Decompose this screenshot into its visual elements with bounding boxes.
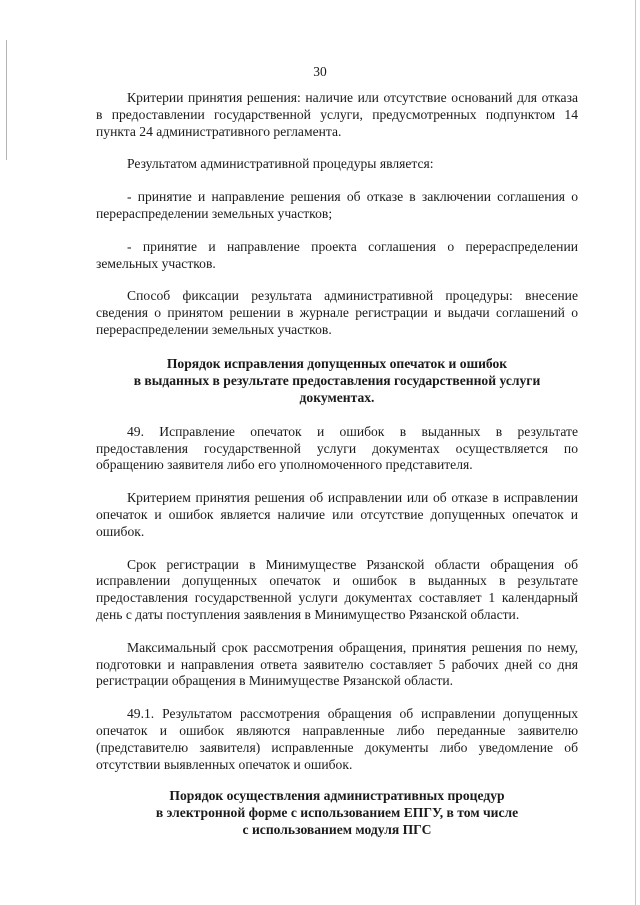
heading-line: Порядок исправления допущенных опечаток и ошибок (166, 355, 508, 371)
paragraph-registration-term: Срок регистрации в Минимуществе Рязанской области обращения об исправлении допущенных опечаток и ошибок в выданных в результате предоставления государственной услуги документах составляет 1 календарный день с даты поступления заявления в Минимущество Рязанской области. (96, 556, 578, 622)
paragraph-fixation-method: Способ фиксации результата административной процедуры: внесение сведения о принятом решении в журнале регистрации и выдачи соглашений о перераспределении земельных участков. (96, 288, 578, 337)
paragraph-result-intro: Результатом административной процедуры является: (127, 156, 434, 172)
scan-edge-right (635, 0, 636, 905)
heading-line: Порядок осуществления административных процедур (169, 788, 505, 804)
scan-edge-left (6, 40, 7, 160)
paragraph-49: 49. Исправление опечаток и ошибок в выданных в результате предоставления государственной услуги документах осуществляется по обращению заявителя либо его уполномоченного представителя. (96, 423, 578, 473)
paragraph-result-agreement: - принятие и направление проекта соглашения о перераспределении земельных участков. (96, 238, 578, 271)
page-number: 30 (313, 64, 327, 79)
paragraph-decision-criteria: Критерии принятия решения: наличие или отсутствие оснований для отказа в предоставлении государственной услуги, предусмотренных подпунктом 14 пункта 24 административного регламента. (96, 90, 578, 139)
heading-line: в электронной форме с использованием ЕПГУ, в том числе (155, 805, 519, 821)
section-heading-corrections (96, 355, 578, 406)
heading-line: документах. (299, 389, 375, 405)
heading-line: в выданных в результате предоставления государственной услуги (133, 372, 541, 388)
paragraph-max-term: Максимальный срок рассмотрения обращения, принятия решения по нему, подготовки и направления ответа заявителю составляет 5 рабочих дней со дня регистрации обращения в Минимуществе Рязанской области. (96, 639, 578, 689)
paragraph-result-refusal: - принятие и направление решения об отказе в заключении соглашения о перераспределении земельных участков; (96, 189, 578, 221)
paragraph-correction-criterion: Критерием принятия решения об исправлении или об отказе в исправлении опечаток и ошибок является наличие или отсутствие допущенных опечаток и ошибок. (96, 490, 578, 539)
heading-line: с использованием модуля ПГС (242, 822, 432, 838)
paragraph-49-1: 49.1. Результатом рассмотрения обращения об исправлении допущенных опечаток и ошибок являются направленные либо переданные заявителю (представителю заявителя) исправленные документы либо уведомление об отсутствии выявленных опечаток и ошибок. (96, 706, 578, 772)
document-body (96, 90, 578, 856)
section-heading-electronic (96, 787, 578, 838)
